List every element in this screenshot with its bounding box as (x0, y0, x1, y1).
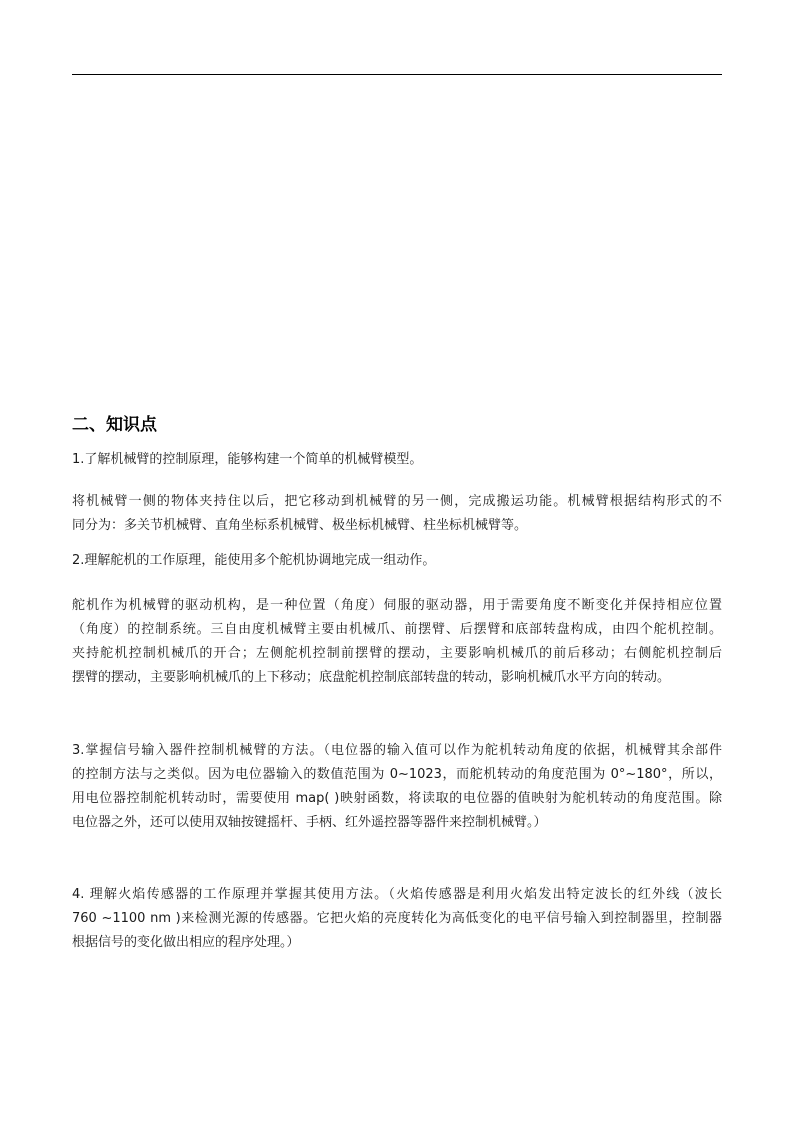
item-4-line: 根据信号的变化做出相应的程序处理。） (72, 935, 300, 950)
item-4-line: 4. 理解火焰传感器的工作原理并掌握其使用方法。（火焰传感器是利用火焰发出特定波长的红外线（波长 (72, 887, 722, 902)
item-1-heading: 1.了解机械臂的控制原理，能够构建一个简单的机械臂模型。 (72, 452, 423, 467)
item-2-heading: 2.理解舵机的工作原理，能使用多个舵机协调地完成一组动作。 (72, 553, 436, 568)
item-2-body-line: 舵机作为机械臂的驱动机构，是一种位置（角度）伺服的驱动器，用于需要角度不断变化并保持相应位置 (72, 598, 722, 613)
item-1-body-line: 将机械臂一侧的物体夹持住以后，把它移动到机械臂的另一侧，完成搬运功能。机械臂根据结构形式的不 (72, 494, 722, 509)
item-3-line: 3.掌握信号输入器件控制机械臂的方法。（电位器的输入值可以作为舵机转动角度的依据，机械臂其余部件 (72, 743, 722, 758)
item-3-line: 用电位器控制舵机转动时，需要使用 map( )映射函数，将读取的电位器的值映射为舵机转动的角度范围。除 (72, 791, 722, 806)
item-4-paragraph (72, 883, 722, 955)
item-2-body-line: 摆臂的摆动，主要影响机械爪的上下移动；底盘舵机控制底部转盘的转动，影响机械爪水平方向的转动。 (72, 670, 671, 685)
item-3-paragraph (72, 739, 722, 835)
item-2-body (72, 594, 722, 690)
item-1-body (72, 490, 722, 538)
item-4-line: 760 ~1100 nm )来检测光源的传感器。它把火焰的亮度转化为高低变化的电平信号输入到控制器里，控制器 (72, 911, 722, 926)
header-rule (72, 74, 722, 75)
section-heading: 二、知识点 (72, 415, 157, 435)
item-3-line: 的控制方法与之类似。因为电位器输入的数值范围为 0~1023，而舵机转动的角度范围为 0°~180°，所以， (72, 767, 722, 782)
item-3-line: 电位器之外，还可以使用双轴按键摇杆、手柄、红外遥控器等器件来控制机械臂。） (72, 815, 547, 830)
item-1-body-line: 同分为：多关节机械臂、直角坐标系机械臂、极坐标机械臂、柱坐标机械臂等。 (72, 518, 528, 533)
item-2-body-line: 夹持舵机控制机械爪的开合；左侧舵机控制前摆臂的摆动，主要影响机械爪的前后移动；右侧舵机控制后 (72, 646, 722, 661)
item-2-body-line: （角度）的控制系统。三自由度机械臂主要由机械爪、前摆臂、后摆臂和底部转盘构成，由四个舵机控制。 (72, 622, 722, 637)
